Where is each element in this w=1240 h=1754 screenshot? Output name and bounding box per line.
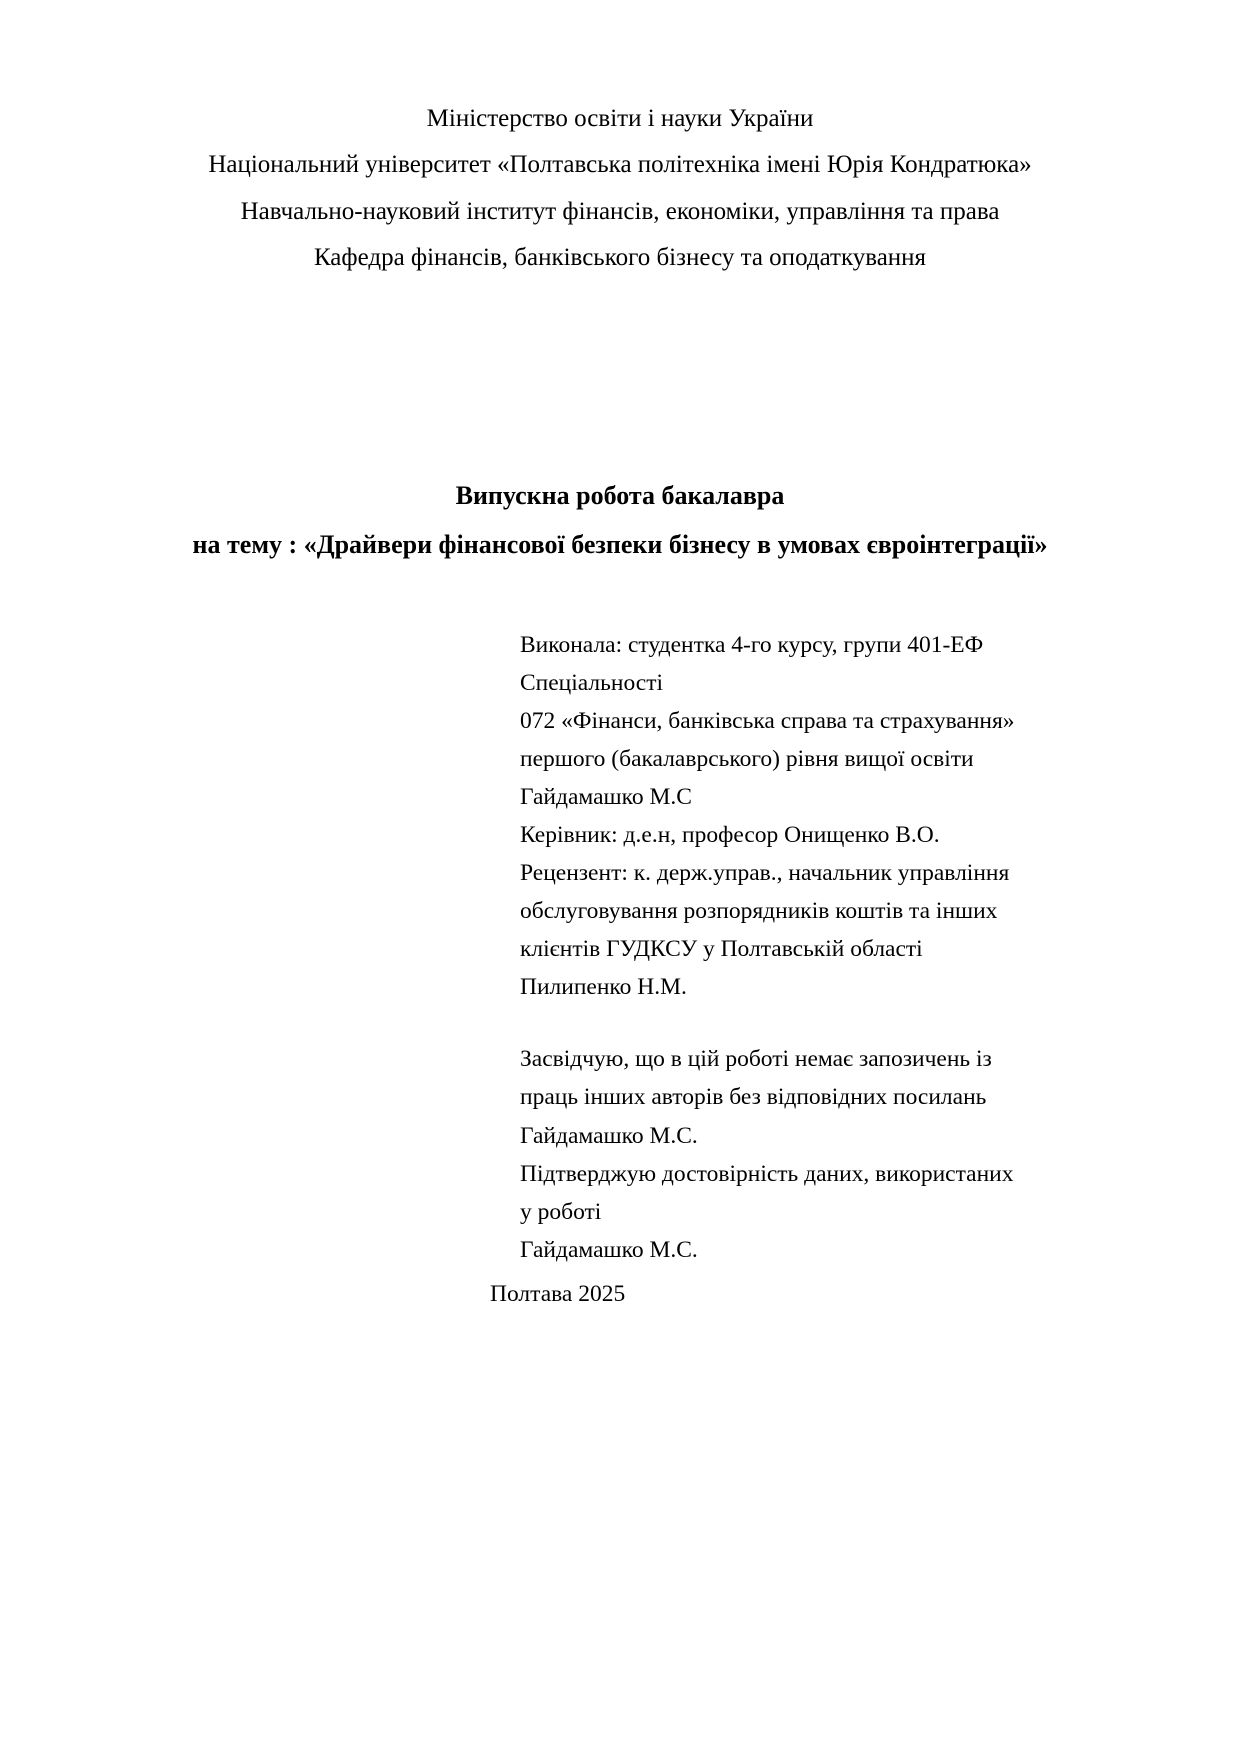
author-line-reviewer-2: обслуговування розпорядників коштів та інших: [520, 898, 998, 925]
declaration-line-2: праць інших авторів без відповідних посилань: [520, 1084, 987, 1111]
author-line-reviewer-3: клієнтів ГУДКСУ у Полтавській області: [520, 936, 923, 963]
author-line-speciality-code: 072 «Фінанси, банківська справа та страхування»: [520, 707, 1015, 734]
author-line-degree-level: першого (бакалаврського) рівня вищої освіти: [520, 745, 974, 772]
spacer-after-header: [120, 281, 1120, 471]
declaration: [520, 1040, 1120, 1268]
department-line: Кафедра фінансів, банківського бізнесу та оподаткування: [313, 243, 927, 271]
ministry-line: Міністерство освіти і науки України: [426, 105, 814, 132]
spacer-after-title: [120, 570, 1120, 626]
author-line-student: Виконала: студентка 4-го курсу, групи 401-ЕФ: [520, 631, 984, 658]
declaration-line-1: Засвідчую, що в цій роботі немає запозичень із: [520, 1046, 992, 1073]
spacer-before-declaration: [120, 1006, 1120, 1040]
author-line-reviewer-name: Пилипенко Н.М.: [520, 974, 687, 1001]
author-line-reviewer-1: Рецензент: к. держ.управ., начальник управління: [520, 860, 1010, 887]
work-type-title: Випускна робота бакалавра: [455, 481, 785, 510]
university-line: Національний університет «Полтавська політехніка імені Юрія Кондратюка»: [208, 151, 1032, 179]
work-topic-title: на тему : «Драйвери фінансової безпеки бізнесу в умовах євроінтеграції»: [192, 530, 1048, 560]
institution-header: [120, 96, 1120, 281]
city-year: Полтава 2025: [490, 1280, 626, 1307]
author-details: [520, 626, 1120, 1007]
author-line-student-name: Гайдамашко М.С: [520, 784, 692, 811]
declaration-line-3: Підтверджую достовірність даних, використаних: [520, 1160, 1014, 1187]
institute-line: Навчально-науковий інститут фінансів, економіки, управління та права: [240, 197, 1000, 225]
declaration-line-4: у роботі: [520, 1198, 602, 1225]
work-title: [120, 471, 1120, 570]
author-line-supervisor: Керівник: д.е.н, професор Онищенко В.О.: [520, 822, 940, 849]
declaration-signature-2: Гайдамашко М.С.: [520, 1236, 698, 1263]
declaration-signature-1: Гайдамашко М.С.: [520, 1122, 698, 1149]
author-line-speciality-label: Спеціальності: [520, 669, 664, 696]
